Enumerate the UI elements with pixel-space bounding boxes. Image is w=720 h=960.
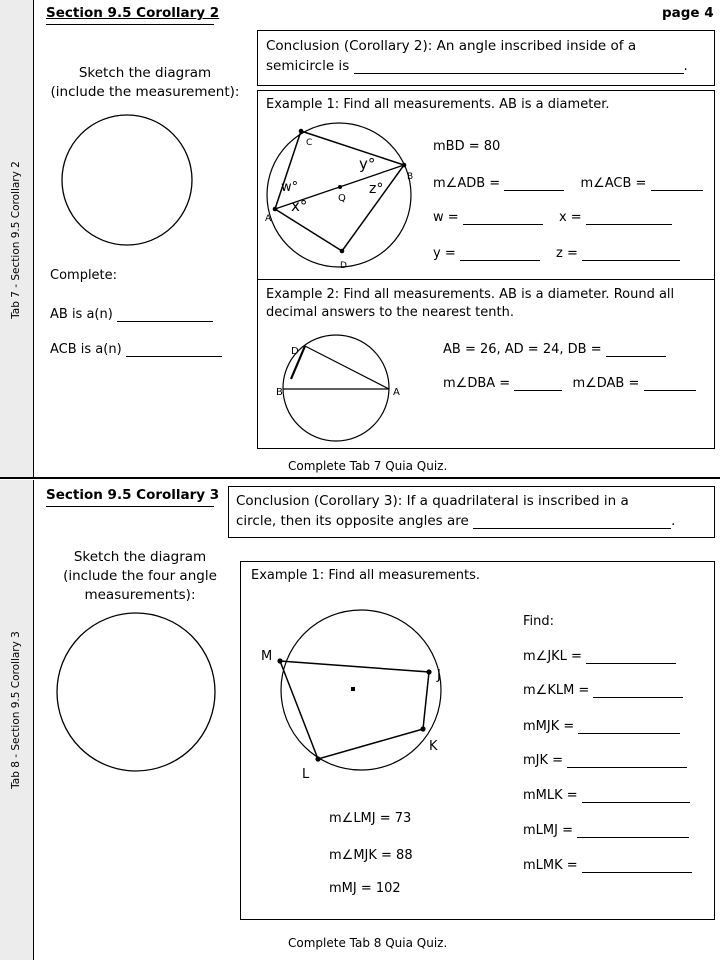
header-underline-bottom — [46, 506, 214, 507]
label-m: M — [261, 649, 273, 664]
jkl-blank[interactable] — [586, 650, 676, 664]
label-w: w° — [281, 180, 299, 195]
quiz-link-top[interactable]: Complete Tab 7 Quia Quiz. — [288, 459, 448, 473]
complete-label: Complete: — [50, 268, 118, 283]
sidebar-top — [0, 0, 34, 478]
quiz-link-bottom[interactable]: Complete Tab 8 Quia Quiz. — [288, 936, 448, 950]
db-blank[interactable] — [606, 343, 666, 357]
lmj-blank[interactable] — [577, 824, 689, 838]
example2-diagram — [268, 333, 408, 443]
given-lmj: m∠LMJ = 73 — [329, 811, 412, 826]
given-mjk: m∠MJK = 88 — [329, 848, 413, 863]
label-b: B — [407, 172, 414, 182]
label-y: y° — [359, 155, 376, 173]
section-header-top: Section 9.5 Corollary 2 — [46, 5, 220, 21]
find-lmj: mLMJ = — [523, 823, 689, 838]
example1-box-top — [257, 90, 715, 280]
conclusion-line1: Conclusion (Corollary 2): An angle inscribed inside of a — [266, 38, 637, 54]
example2-title: Example 2: Find all measurements. AB is a diameter. Round all decimal answers to the nearest tenth. — [266, 287, 675, 321]
ex2-angles-row: m∠DBA = m∠DAB = — [443, 376, 696, 391]
w-blank[interactable] — [463, 211, 543, 225]
example1-box-bottom — [240, 561, 715, 920]
header-underline-top — [46, 24, 214, 25]
find-label: Find: — [523, 614, 555, 629]
acb-answer-blank[interactable] — [126, 343, 222, 357]
acb-is-row: ACB is a(n) — [50, 342, 222, 357]
madb-blank[interactable] — [504, 177, 564, 191]
find-jkl: m∠JKL = — [523, 649, 676, 664]
example2-box-top — [257, 279, 715, 449]
label-z: z° — [369, 181, 384, 197]
find-klm: m∠KLM = — [523, 683, 683, 698]
tab-label-top: Tab 7 - Section 9.5 Corollary 2 — [10, 161, 22, 319]
section-divider — [0, 477, 720, 479]
x-blank[interactable] — [586, 211, 672, 225]
label-d: D — [340, 261, 347, 271]
label-l: L — [302, 767, 310, 782]
sketch-instructions-bottom: Sketch the diagram (include the four angle measurements): — [63, 549, 217, 603]
label-x: x° — [291, 197, 308, 215]
klm-blank[interactable] — [593, 684, 683, 698]
find-mlk: mMLK = — [523, 788, 690, 803]
given-mj: mMJ = 102 — [329, 881, 401, 896]
jk-blank[interactable] — [567, 754, 687, 768]
quadrilateral-diagram — [251, 602, 451, 792]
conclusion-box-bottom — [228, 486, 715, 538]
find-lmk: mLMK = — [523, 858, 692, 873]
mjk-arc-blank[interactable] — [578, 720, 680, 734]
label-b2: B — [276, 387, 283, 398]
sketch-circle-bottom[interactable] — [52, 608, 222, 778]
ex2-given: AB = 26, AD = 24, DB = — [443, 342, 666, 357]
conclusion-box-top — [257, 30, 715, 86]
macb-blank[interactable] — [651, 177, 703, 191]
sketch-circle-top[interactable] — [55, 108, 200, 253]
example1-title-bottom: Example 1: Find all measurements. — [251, 568, 481, 583]
ex1-given: mBD = 80 — [433, 139, 501, 154]
page-number: page 4 — [662, 5, 714, 21]
find-mjk: mMJK = — [523, 719, 680, 734]
sketch-instructions-top: Sketch the diagram (include the measurement): — [50, 65, 240, 100]
conclusion-b-line2: circle, then its opposite angles are . — [236, 513, 676, 529]
z-blank[interactable] — [582, 247, 680, 261]
sidebar-bottom — [0, 480, 34, 960]
label-d2: D — [291, 346, 299, 357]
ex1-yz-row: y = z = — [433, 246, 680, 261]
ex1-angles-row: m∠ADB = m∠ACB = — [433, 176, 703, 191]
ex1-wx-row: w = x = — [433, 210, 672, 225]
conclusion-line2: semicircle is . — [266, 58, 688, 74]
label-q: Q — [338, 193, 346, 204]
label-k: K — [429, 739, 438, 754]
y-blank[interactable] — [460, 247, 540, 261]
label-c: C — [306, 138, 313, 148]
mlk-blank[interactable] — [582, 789, 690, 803]
label-j: J — [437, 668, 441, 683]
mdba-blank[interactable] — [514, 377, 562, 391]
ab-is-row: AB is a(n) — [50, 307, 213, 322]
example1-diagram — [263, 121, 423, 271]
conclusion-b-line1: Conclusion (Corollary 3): If a quadrilateral is inscribed in a — [236, 493, 629, 509]
answer-blank-bottom[interactable] — [473, 515, 671, 529]
label-a2: A — [393, 387, 400, 398]
section-header-bottom: Section 9.5 Corollary 3 — [46, 487, 220, 503]
lmk-blank[interactable] — [582, 859, 692, 873]
label-a: A — [265, 214, 272, 224]
tab-label-bottom: Tab 8 - Section 9.5 Corollary 3 — [10, 631, 22, 789]
ab-answer-blank[interactable] — [117, 308, 213, 322]
mdab-blank[interactable] — [644, 377, 696, 391]
example1-title: Example 1: Find all measurements. AB is a diameter. — [266, 97, 610, 112]
find-jk: mJK = — [523, 753, 687, 768]
answer-blank[interactable] — [354, 60, 684, 74]
